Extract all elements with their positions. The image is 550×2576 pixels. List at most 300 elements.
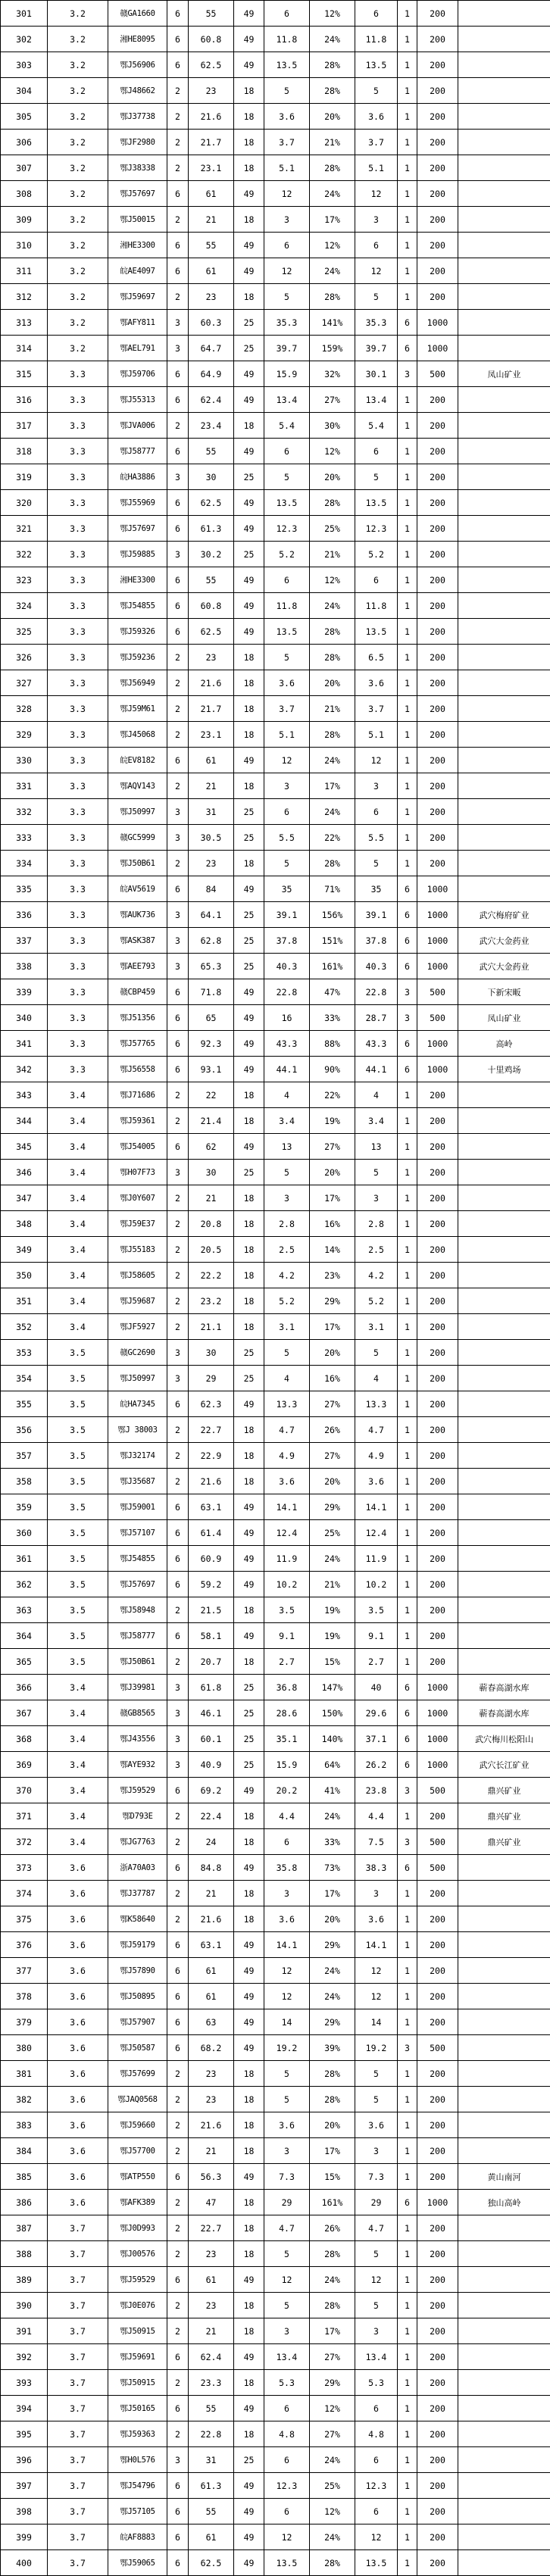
cell-axle-count: 2 xyxy=(167,104,189,130)
cell-penalty-basis: 13 xyxy=(355,1134,398,1160)
cell-axle-count: 6 xyxy=(167,1623,189,1649)
cell-plate-number: 鄂J57107 xyxy=(108,1520,167,1546)
cell-fine-amount: 200 xyxy=(417,2524,458,2550)
cell-penalty-basis: 43.3 xyxy=(355,1031,398,1057)
cell-axle-count: 2 xyxy=(167,2293,189,2318)
cell-plate-number: 鄂J57105 xyxy=(108,2499,167,2524)
cell-row-number: 323 xyxy=(1,567,48,593)
cell-penalty-basis: 2.5 xyxy=(355,1237,398,1263)
cell-weight-limit: 49 xyxy=(234,516,264,542)
cell-axle-count: 3 xyxy=(167,310,189,336)
cell-fine-amount: 200 xyxy=(417,1237,458,1263)
cell-penalty-basis: 13.4 xyxy=(355,387,398,413)
cell-axle-count: 2 xyxy=(167,155,189,181)
cell-row-number: 381 xyxy=(1,2061,48,2087)
cell-row-number: 359 xyxy=(1,1494,48,1520)
cell-penalty-basis: 5 xyxy=(355,2293,398,2318)
cell-date: 3.6 xyxy=(48,2009,108,2035)
cell-gross-weight: 47 xyxy=(189,2190,234,2215)
cell-note xyxy=(458,2396,550,2421)
cell-overload-rate: 33% xyxy=(310,1005,355,1031)
cell-axle-count: 6 xyxy=(167,439,189,464)
cell-note: 鼎兴矿业 xyxy=(458,1829,550,1855)
cell-overload-amount: 6 xyxy=(264,439,310,464)
cell-weight-limit: 25 xyxy=(234,1700,264,1726)
cell-overload-rate: 29% xyxy=(310,1932,355,1958)
cell-overload-rate: 21% xyxy=(310,1572,355,1597)
cell-penalty-level: 1 xyxy=(398,2370,417,2396)
cell-overload-amount: 11.9 xyxy=(264,1546,310,1572)
cell-axle-count: 6 xyxy=(167,619,189,645)
table-row xyxy=(1,1752,550,1778)
table-row xyxy=(1,1623,550,1649)
cell-weight-limit: 49 xyxy=(234,1391,264,1417)
cell-date: 3.2 xyxy=(48,258,108,284)
cell-gross-weight: 62.5 xyxy=(189,490,234,516)
cell-row-number: 385 xyxy=(1,2164,48,2190)
cell-date: 3.4 xyxy=(48,1829,108,1855)
cell-penalty-basis: 4.7 xyxy=(355,2215,398,2241)
cell-penalty-basis: 2.8 xyxy=(355,1211,398,1237)
cell-fine-amount: 200 xyxy=(417,1082,458,1108)
cell-overload-amount: 9.1 xyxy=(264,1623,310,1649)
cell-date: 3.4 xyxy=(48,1211,108,1237)
cell-date: 3.4 xyxy=(48,1108,108,1134)
cell-axle-count: 6 xyxy=(167,1855,189,1881)
cell-plate-number: 鄂J54796 xyxy=(108,2473,167,2499)
table-row xyxy=(1,748,550,773)
cell-overload-rate: 28% xyxy=(310,2293,355,2318)
cell-fine-amount: 200 xyxy=(417,2370,458,2396)
cell-penalty-level: 6 xyxy=(398,928,417,954)
cell-weight-limit: 25 xyxy=(234,464,264,490)
cell-overload-rate: 17% xyxy=(310,2318,355,2344)
cell-gross-weight: 84 xyxy=(189,876,234,902)
cell-note xyxy=(458,104,550,130)
cell-row-number: 318 xyxy=(1,439,48,464)
cell-weight-limit: 49 xyxy=(234,1623,264,1649)
cell-axle-count: 6 xyxy=(167,490,189,516)
cell-overload-rate: 28% xyxy=(310,619,355,645)
cell-date: 3.5 xyxy=(48,1340,108,1366)
cell-overload-rate: 159% xyxy=(310,336,355,361)
cell-fine-amount: 200 xyxy=(417,1288,458,1314)
cell-penalty-basis: 22.8 xyxy=(355,979,398,1005)
table-row xyxy=(1,2473,550,2499)
cell-fine-amount: 200 xyxy=(417,1211,458,1237)
cell-date: 3.4 xyxy=(48,1185,108,1211)
cell-penalty-basis: 3.6 xyxy=(355,2112,398,2138)
cell-date: 3.7 xyxy=(48,2215,108,2241)
cell-penalty-level: 1 xyxy=(398,1906,417,1932)
cell-penalty-basis: 3 xyxy=(355,773,398,799)
cell-overload-rate: 24% xyxy=(310,799,355,825)
cell-penalty-basis: 44.1 xyxy=(355,1057,398,1082)
cell-overload-rate: 24% xyxy=(310,2447,355,2473)
cell-weight-limit: 49 xyxy=(234,2164,264,2190)
cell-row-number: 335 xyxy=(1,876,48,902)
cell-row-number: 355 xyxy=(1,1391,48,1417)
cell-penalty-basis: 40.3 xyxy=(355,954,398,979)
cell-penalty-basis: 4.8 xyxy=(355,2421,398,2447)
cell-note xyxy=(458,2061,550,2087)
cell-note xyxy=(458,2087,550,2112)
cell-penalty-level: 6 xyxy=(398,1700,417,1726)
cell-date: 3.4 xyxy=(48,1700,108,1726)
cell-overload-rate: 28% xyxy=(310,2241,355,2267)
cell-note xyxy=(458,722,550,748)
cell-penalty-basis: 7.3 xyxy=(355,2164,398,2190)
cell-row-number: 352 xyxy=(1,1314,48,1340)
cell-date: 3.6 xyxy=(48,2138,108,2164)
table-row xyxy=(1,27,550,52)
cell-overload-rate: 28% xyxy=(310,52,355,78)
cell-note: 蕲春高湖水库 xyxy=(458,1700,550,1726)
cell-weight-limit: 18 xyxy=(234,1211,264,1237)
cell-date: 3.2 xyxy=(48,130,108,155)
cell-weight-limit: 25 xyxy=(234,336,264,361)
table-row xyxy=(1,1211,550,1237)
table-row xyxy=(1,1005,550,1031)
cell-penalty-basis: 12.4 xyxy=(355,1520,398,1546)
cell-fine-amount: 500 xyxy=(417,2035,458,2061)
cell-date: 3.3 xyxy=(48,387,108,413)
cell-gross-weight: 21 xyxy=(189,2138,234,2164)
cell-fine-amount: 200 xyxy=(417,181,458,207)
cell-gross-weight: 61.8 xyxy=(189,1675,234,1700)
table-row xyxy=(1,1443,550,1469)
table-row xyxy=(1,876,550,902)
cell-gross-weight: 71.8 xyxy=(189,979,234,1005)
cell-overload-rate: 14% xyxy=(310,1237,355,1263)
table-row xyxy=(1,1675,550,1700)
table-row xyxy=(1,2009,550,2035)
cell-penalty-level: 1 xyxy=(398,1082,417,1108)
cell-note xyxy=(458,336,550,361)
cell-row-number: 370 xyxy=(1,1778,48,1803)
cell-date: 3.7 xyxy=(48,2524,108,2550)
cell-penalty-level: 1 xyxy=(398,799,417,825)
cell-gross-weight: 20.7 xyxy=(189,1649,234,1675)
cell-penalty-level: 1 xyxy=(398,1237,417,1263)
cell-note xyxy=(458,876,550,902)
cell-note xyxy=(458,1932,550,1958)
table-row xyxy=(1,825,550,851)
cell-weight-limit: 18 xyxy=(234,773,264,799)
cell-fine-amount: 200 xyxy=(417,27,458,52)
cell-overload-amount: 5 xyxy=(264,2293,310,2318)
cell-overload-rate: 140% xyxy=(310,1726,355,1752)
cell-date: 3.3 xyxy=(48,902,108,928)
cell-penalty-level: 1 xyxy=(398,1211,417,1237)
cell-axle-count: 2 xyxy=(167,1597,189,1623)
cell-plate-number: 鄂J54855 xyxy=(108,593,167,619)
cell-overload-amount: 35.8 xyxy=(264,1855,310,1881)
cell-plate-number: 鄂J59885 xyxy=(108,542,167,567)
cell-row-number: 301 xyxy=(1,1,48,27)
cell-fine-amount: 200 xyxy=(417,2138,458,2164)
cell-axle-count: 3 xyxy=(167,825,189,851)
table-row xyxy=(1,2061,550,2087)
cell-penalty-basis: 13.4 xyxy=(355,2344,398,2370)
cell-overload-amount: 19.2 xyxy=(264,2035,310,2061)
cell-overload-amount: 12.3 xyxy=(264,2473,310,2499)
cell-row-number: 366 xyxy=(1,1675,48,1700)
cell-axle-count: 6 xyxy=(167,876,189,902)
cell-axle-count: 6 xyxy=(167,258,189,284)
table-body xyxy=(1,1,550,2576)
cell-penalty-basis: 3.6 xyxy=(355,104,398,130)
cell-fine-amount: 200 xyxy=(417,1263,458,1288)
cell-row-number: 367 xyxy=(1,1700,48,1726)
cell-gross-weight: 61.3 xyxy=(189,2473,234,2499)
cell-plate-number: 鄂AYE932 xyxy=(108,1752,167,1778)
cell-penalty-level: 1 xyxy=(398,1108,417,1134)
cell-fine-amount: 200 xyxy=(417,2061,458,2087)
cell-plate-number: 鄂J56906 xyxy=(108,52,167,78)
cell-penalty-level: 1 xyxy=(398,2421,417,2447)
cell-penalty-level: 6 xyxy=(398,1675,417,1700)
cell-axle-count: 6 xyxy=(167,2524,189,2550)
cell-weight-limit: 18 xyxy=(234,1237,264,1263)
cell-row-number: 399 xyxy=(1,2524,48,2550)
cell-row-number: 369 xyxy=(1,1752,48,1778)
cell-axle-count: 2 xyxy=(167,130,189,155)
cell-row-number: 330 xyxy=(1,748,48,773)
cell-axle-count: 6 xyxy=(167,2035,189,2061)
cell-row-number: 357 xyxy=(1,1443,48,1469)
cell-overload-amount: 4.4 xyxy=(264,1803,310,1829)
table-row xyxy=(1,2550,550,2576)
cell-penalty-basis: 6 xyxy=(355,1,398,27)
cell-fine-amount: 200 xyxy=(417,2293,458,2318)
table-row xyxy=(1,2035,550,2061)
cell-penalty-level: 6 xyxy=(398,1855,417,1881)
cell-penalty-level: 1 xyxy=(398,130,417,155)
cell-date: 3.5 xyxy=(48,1572,108,1597)
cell-axle-count: 2 xyxy=(167,773,189,799)
cell-row-number: 333 xyxy=(1,825,48,851)
cell-overload-amount: 20.2 xyxy=(264,1778,310,1803)
table-row xyxy=(1,310,550,336)
cell-row-number: 315 xyxy=(1,361,48,387)
cell-fine-amount: 200 xyxy=(417,1984,458,2009)
cell-date: 3.6 xyxy=(48,1932,108,1958)
cell-gross-weight: 63.1 xyxy=(189,1494,234,1520)
cell-overload-amount: 5 xyxy=(264,2241,310,2267)
cell-penalty-level: 3 xyxy=(398,1829,417,1855)
cell-date: 3.3 xyxy=(48,413,108,439)
cell-note: 武穴梅川松阳山 xyxy=(458,1726,550,1752)
cell-weight-limit: 18 xyxy=(234,670,264,696)
cell-overload-rate: 20% xyxy=(310,1906,355,1932)
table-row xyxy=(1,979,550,1005)
cell-date: 3.3 xyxy=(48,825,108,851)
cell-row-number: 342 xyxy=(1,1057,48,1082)
cell-axle-count: 2 xyxy=(167,2112,189,2138)
table-row xyxy=(1,902,550,928)
cell-overload-rate: 24% xyxy=(310,2524,355,2550)
cell-penalty-basis: 12 xyxy=(355,2267,398,2293)
table-row xyxy=(1,1932,550,1958)
cell-gross-weight: 64.1 xyxy=(189,902,234,928)
cell-penalty-level: 1 xyxy=(398,670,417,696)
table-row xyxy=(1,2318,550,2344)
cell-overload-rate: 17% xyxy=(310,207,355,233)
cell-penalty-level: 1 xyxy=(398,2164,417,2190)
cell-overload-rate: 20% xyxy=(310,464,355,490)
cell-fine-amount: 1000 xyxy=(417,1700,458,1726)
cell-overload-rate: 12% xyxy=(310,439,355,464)
cell-overload-rate: 27% xyxy=(310,387,355,413)
cell-row-number: 361 xyxy=(1,1546,48,1572)
cell-overload-rate: 17% xyxy=(310,1314,355,1340)
cell-fine-amount: 200 xyxy=(417,1160,458,1185)
cell-penalty-level: 1 xyxy=(398,104,417,130)
cell-penalty-basis: 6 xyxy=(355,2499,398,2524)
cell-plate-number: 鄂J59326 xyxy=(108,619,167,645)
cell-note xyxy=(458,799,550,825)
cell-plate-number: 鄂J59529 xyxy=(108,1778,167,1803)
cell-overload-rate: 17% xyxy=(310,1881,355,1906)
cell-penalty-level: 1 xyxy=(398,155,417,181)
cell-row-number: 362 xyxy=(1,1572,48,1597)
cell-date: 3.5 xyxy=(48,1520,108,1546)
cell-weight-limit: 18 xyxy=(234,722,264,748)
cell-note: 武穴大金药业 xyxy=(458,954,550,979)
cell-penalty-level: 1 xyxy=(398,2550,417,2576)
cell-row-number: 393 xyxy=(1,2370,48,2396)
cell-overload-rate: 20% xyxy=(310,2112,355,2138)
cell-plate-number: 鄂J55969 xyxy=(108,490,167,516)
cell-fine-amount: 200 xyxy=(417,542,458,567)
cell-axle-count: 3 xyxy=(167,2447,189,2473)
cell-note xyxy=(458,1443,550,1469)
cell-axle-count: 3 xyxy=(167,542,189,567)
cell-gross-weight: 55 xyxy=(189,2396,234,2421)
cell-gross-weight: 30 xyxy=(189,1160,234,1185)
cell-note: 黄山南河 xyxy=(458,2164,550,2190)
cell-gross-weight: 65.3 xyxy=(189,954,234,979)
cell-overload-rate: 20% xyxy=(310,104,355,130)
cell-fine-amount: 500 xyxy=(417,361,458,387)
cell-overload-amount: 12 xyxy=(264,1984,310,2009)
cell-row-number: 354 xyxy=(1,1366,48,1391)
cell-penalty-level: 6 xyxy=(398,310,417,336)
cell-overload-amount: 6 xyxy=(264,1,310,27)
cell-gross-weight: 20.5 xyxy=(189,1237,234,1263)
cell-penalty-level: 3 xyxy=(398,979,417,1005)
cell-note xyxy=(458,825,550,851)
cell-penalty-basis: 4.7 xyxy=(355,1417,398,1443)
cell-weight-limit: 18 xyxy=(234,130,264,155)
cell-overload-amount: 11.8 xyxy=(264,27,310,52)
cell-overload-amount: 14 xyxy=(264,2009,310,2035)
cell-fine-amount: 200 xyxy=(417,851,458,876)
cell-weight-limit: 25 xyxy=(234,1366,264,1391)
cell-note xyxy=(458,2524,550,2550)
cell-weight-limit: 18 xyxy=(234,2190,264,2215)
cell-plate-number: 鄂AEE793 xyxy=(108,954,167,979)
cell-penalty-level: 1 xyxy=(398,1340,417,1366)
cell-note xyxy=(458,233,550,258)
table-row xyxy=(1,1314,550,1340)
cell-overload-amount: 3.6 xyxy=(264,670,310,696)
cell-note xyxy=(458,1237,550,1263)
cell-axle-count: 6 xyxy=(167,1958,189,1984)
cell-penalty-basis: 10.2 xyxy=(355,1572,398,1597)
cell-row-number: 389 xyxy=(1,2267,48,2293)
cell-gross-weight: 93.1 xyxy=(189,1057,234,1082)
cell-penalty-basis: 30.1 xyxy=(355,361,398,387)
cell-plate-number: 鄂J59E37 xyxy=(108,1211,167,1237)
cell-note xyxy=(458,439,550,464)
cell-fine-amount: 200 xyxy=(417,2396,458,2421)
cell-row-number: 377 xyxy=(1,1958,48,1984)
cell-overload-rate: 22% xyxy=(310,1082,355,1108)
cell-plate-number: 鄂J50B61 xyxy=(108,1649,167,1675)
cell-note xyxy=(458,2318,550,2344)
cell-axle-count: 6 xyxy=(167,1494,189,1520)
cell-penalty-level: 1 xyxy=(398,2112,417,2138)
cell-plate-number: 鄂K58640 xyxy=(108,1906,167,1932)
cell-axle-count: 6 xyxy=(167,1391,189,1417)
cell-penalty-basis: 3 xyxy=(355,1185,398,1211)
cell-overload-rate: 27% xyxy=(310,1134,355,1160)
cell-plate-number: 鄂J57890 xyxy=(108,1958,167,1984)
cell-gross-weight: 30 xyxy=(189,464,234,490)
cell-axle-count: 2 xyxy=(167,1803,189,1829)
cell-row-number: 345 xyxy=(1,1134,48,1160)
cell-overload-amount: 4.2 xyxy=(264,1263,310,1288)
cell-fine-amount: 200 xyxy=(417,387,458,413)
cell-note xyxy=(458,593,550,619)
table-row xyxy=(1,2215,550,2241)
table-row xyxy=(1,1237,550,1263)
cell-note: 鼎兴矿业 xyxy=(458,1803,550,1829)
cell-penalty-level: 1 xyxy=(398,1597,417,1623)
cell-axle-count: 2 xyxy=(167,2215,189,2241)
cell-penalty-basis: 5 xyxy=(355,464,398,490)
cell-fine-amount: 200 xyxy=(417,619,458,645)
cell-date: 3.3 xyxy=(48,876,108,902)
cell-overload-rate: 24% xyxy=(310,748,355,773)
cell-penalty-basis: 5.1 xyxy=(355,722,398,748)
cell-row-number: 302 xyxy=(1,27,48,52)
cell-weight-limit: 25 xyxy=(234,310,264,336)
cell-overload-rate: 64% xyxy=(310,1752,355,1778)
cell-axle-count: 2 xyxy=(167,1263,189,1288)
cell-row-number: 328 xyxy=(1,696,48,722)
cell-plate-number: 鄂JG7763 xyxy=(108,1829,167,1855)
cell-penalty-basis: 13.5 xyxy=(355,490,398,516)
cell-overload-amount: 5 xyxy=(264,1160,310,1185)
cell-overload-rate: 20% xyxy=(310,1469,355,1494)
cell-row-number: 353 xyxy=(1,1340,48,1366)
cell-date: 3.3 xyxy=(48,1031,108,1057)
table-row xyxy=(1,181,550,207)
cell-overload-rate: 12% xyxy=(310,2499,355,2524)
cell-axle-count: 2 xyxy=(167,207,189,233)
cell-gross-weight: 55 xyxy=(189,439,234,464)
cell-weight-limit: 49 xyxy=(234,233,264,258)
cell-plate-number: 皖AF8883 xyxy=(108,2524,167,2550)
table-row xyxy=(1,1263,550,1288)
cell-gross-weight: 22.4 xyxy=(189,1803,234,1829)
cell-weight-limit: 49 xyxy=(234,1572,264,1597)
cell-note xyxy=(458,1623,550,1649)
cell-overload-rate: 24% xyxy=(310,593,355,619)
